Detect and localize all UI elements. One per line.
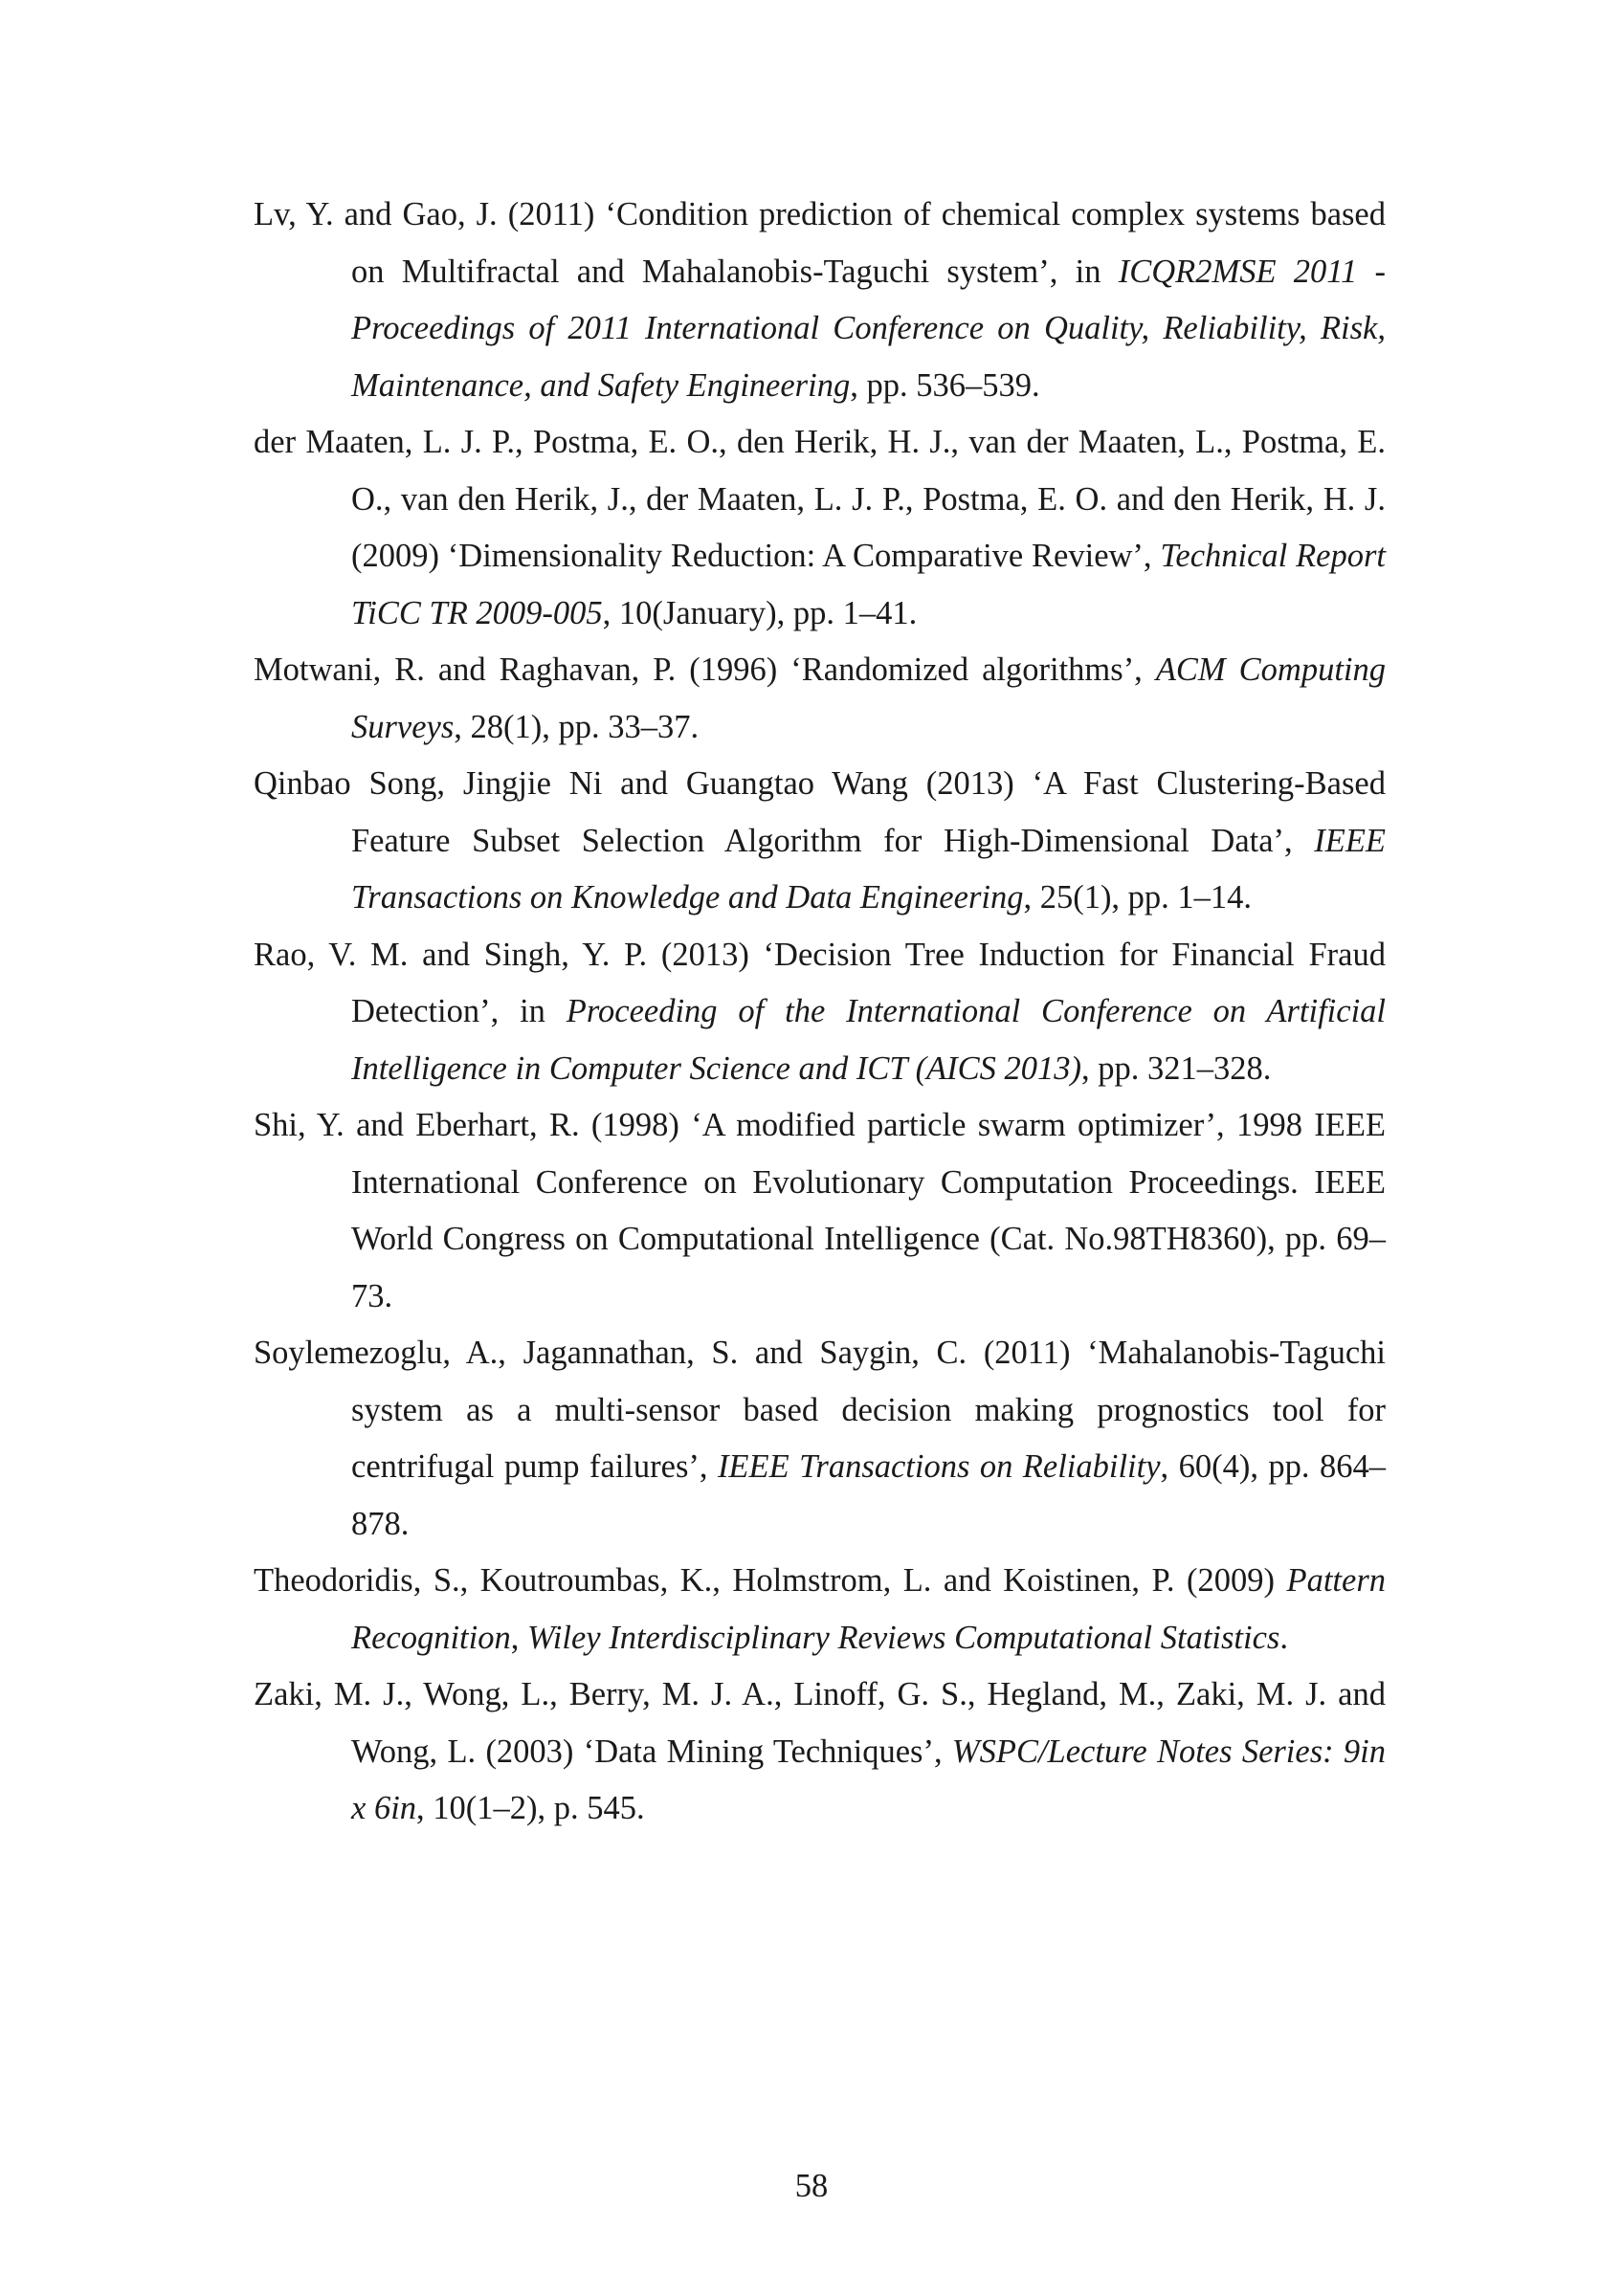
reference-source-title: Pattern Recognition: [351, 1562, 1386, 1656]
reference-entry: [254, 1097, 1386, 1325]
reference-list: [254, 187, 1386, 1838]
reference-entry: [254, 414, 1386, 642]
reference-text: Rao, V. M. and Singh, Y. P. (2013) ‘Decision Tree Induction for Financial Fraud Detection’, in: [254, 936, 1386, 1029]
reference-text: Theodoridis, S., Koutroumbas, K., Holmstrom, L. and Koistinen, P. (2009): [254, 1562, 1287, 1599]
reference-source-title: Proceeding of the International Conference on Artificial Intelligence in Computer Science and ICT (AICS 2013): [351, 993, 1386, 1087]
reference-entry: [254, 1667, 1386, 1838]
page-number: 58: [794, 2168, 829, 2204]
reference-text: ,: [510, 1619, 527, 1656]
reference-text: Qinbao Song, Jingjie Ni and Guangtao Wang (2013) ‘A Fast Clustering-Based Feature Subset Selection Algorithm for High-Dimensional Data’,: [254, 765, 1386, 859]
reference-text: , 10(January), pp. 1–41.: [602, 594, 918, 631]
reference-text: Shi, Y. and Eberhart, R. (1998) ‘A modified particle swarm optimizer’, 1998 IEEE International Conference on Evolutionary Computation Proceedings. IEEE World Congress on Computational Intelligence (Cat. No.98TH8360), pp. 69–73.: [254, 1107, 1386, 1314]
reference-text: der Maaten, L. J. P., Postma, E. O., den Herik, H. J., van der Maaten, L., Postma, E. O., van den Herik, J., der Maaten, L. J. P., Postma, E. O. and den Herik, H. J. (2009) ‘Dimensionality Reduction: A Comparative Review’,: [254, 424, 1386, 574]
reference-text: , 25(1), pp. 1–14.: [1023, 879, 1253, 916]
reference-text: Soylemezoglu, A., Jagannathan, S. and Saygin, C. (2011) ‘Mahalanobis-Taguchi system as a multi-sensor based decision making prognostics tool for centrifugal pump failures’,: [254, 1335, 1386, 1485]
reference-entry: [254, 1553, 1386, 1667]
reference-source-title: IEEE Transactions on Reliability: [717, 1448, 1161, 1485]
reference-entry: [254, 1325, 1386, 1553]
reference-text: , pp. 321–328.: [1081, 1049, 1272, 1087]
reference-text: Motwani, R. and Raghavan, P. (1996) ‘Randomized algorithms’,: [254, 651, 1156, 688]
reference-text: , 60(4), pp. 864–878.: [351, 1448, 1386, 1542]
reference-text: .: [1279, 1619, 1288, 1656]
reference-source-title: Wiley Interdisciplinary Reviews Computational Statistics: [526, 1619, 1280, 1656]
reference-text: , 28(1), pp. 33–37.: [454, 708, 700, 745]
reference-source-title: ICQR2MSE 2011 - Proceedings of 2011 International Conference on Quality, Reliability, Risk, Maintenance, and Safety Engineering: [351, 253, 1386, 404]
reference-entry: [254, 642, 1386, 756]
reference-entry: [254, 187, 1386, 414]
reference-source-title: ACM Computing Surveys: [351, 651, 1386, 745]
reference-entry: [254, 927, 1386, 1098]
reference-text: Lv, Y. and Gao, J. (2011) ‘Condition prediction of chemical complex systems based on Multifractal and Mahalanobis-Taguchi system’, in: [254, 196, 1386, 290]
reference-text: Zaki, M. J., Wong, L., Berry, M. J. A., Linoff, G. S., Hegland, M., Zaki, M. J. and Wong, L. (2003) ‘Data Mining Techniques’,: [254, 1676, 1386, 1770]
reference-entry: [254, 756, 1386, 927]
reference-text: , pp. 536–539.: [850, 366, 1040, 404]
reference-source-title: IEEE Transactions on Knowledge and Data Engineering: [351, 822, 1386, 916]
reference-text: , 10(1–2), p. 545.: [416, 1790, 645, 1826]
reference-source-title: Technical Report TiCC TR 2009-005: [351, 538, 1387, 631]
reference-source-title: WSPC/Lecture Notes Series: 9in x 6in: [351, 1733, 1386, 1826]
